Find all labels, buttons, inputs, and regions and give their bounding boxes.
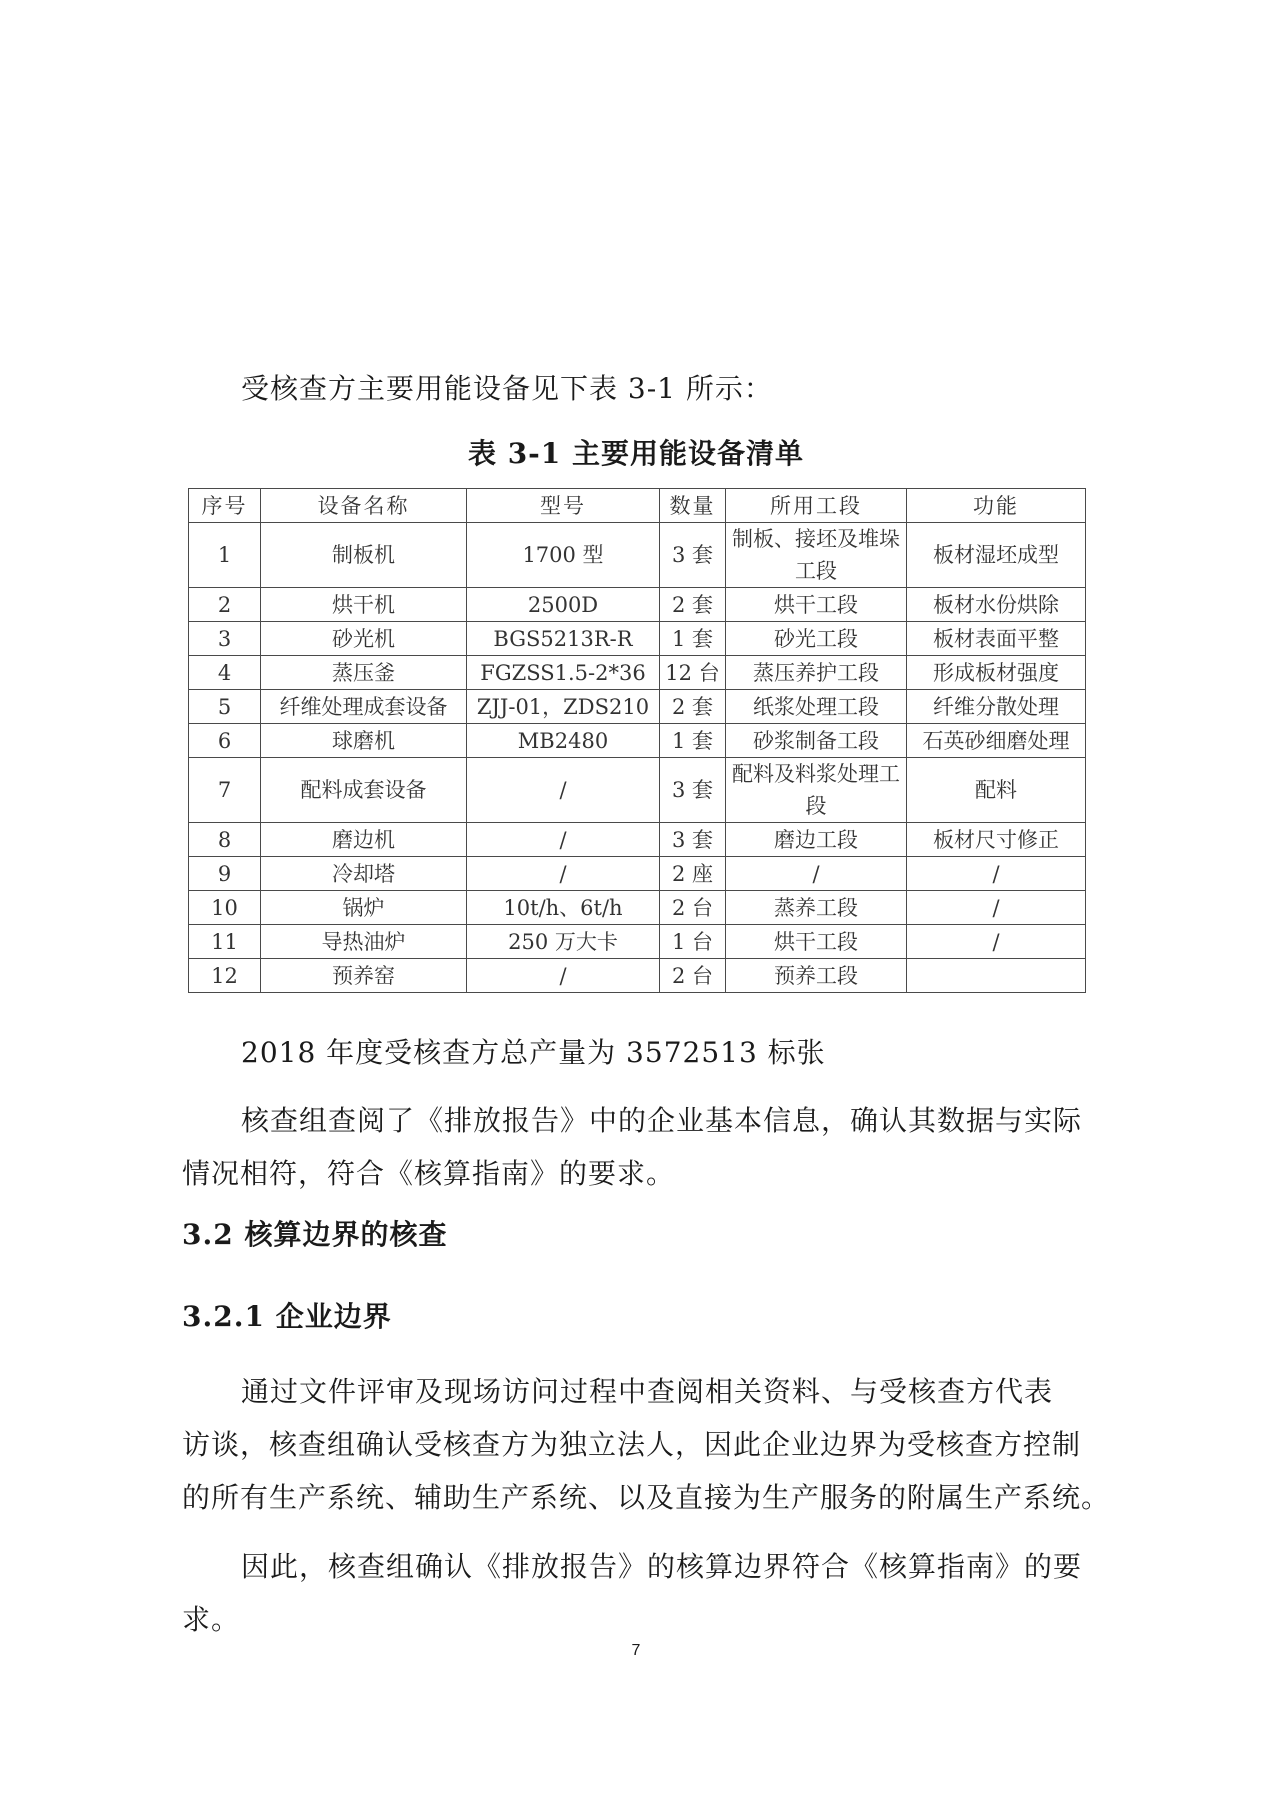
cell-index: 4: [189, 656, 261, 690]
table-row: [189, 622, 1086, 656]
cell-process-section: 砂光工段: [726, 622, 907, 656]
cell-model: MB2480: [467, 724, 660, 758]
cell-index: 9: [189, 857, 261, 891]
cell-process-section: 预养工段: [726, 959, 907, 993]
cell-index: 5: [189, 690, 261, 724]
table-row: [189, 523, 1086, 588]
equipment-table: [188, 488, 1086, 993]
cell-quantity: 3 套: [660, 823, 726, 857]
cell-index: 12: [189, 959, 261, 993]
cell-process-section: 烘干工段: [726, 588, 907, 622]
cell-quantity: 1 台: [660, 925, 726, 959]
boundary-line-2: 访谈，核查组确认受核查方为独立法人，因此企业边界为受核查方控制: [182, 1428, 1082, 1461]
cell-function: /: [907, 891, 1086, 925]
cell-index: 8: [189, 823, 261, 857]
cell-equipment-name: 蒸压釜: [261, 656, 467, 690]
cell-quantity: 3 套: [660, 758, 726, 823]
cell-process-section: 纸浆处理工段: [726, 690, 907, 724]
cell-process-section: 配料及料浆处理工段: [726, 758, 907, 823]
cell-model: ZJJ-01，ZDS210: [467, 690, 660, 724]
cell-equipment-name: 球磨机: [261, 724, 467, 758]
boundary-line-3: 的所有生产系统、辅助生产系统、以及直接为生产服务的附属生产系统。: [182, 1481, 1111, 1514]
cell-equipment-name: 磨边机: [261, 823, 467, 857]
cell-model: /: [467, 959, 660, 993]
cell-model: FGZSS1.5-2*36: [467, 656, 660, 690]
cell-model: 10t/h、6t/h: [467, 891, 660, 925]
cell-equipment-name: 制板机: [261, 523, 467, 588]
header-model: 型号: [467, 489, 660, 523]
cell-quantity: 2 台: [660, 891, 726, 925]
table-row: [189, 857, 1086, 891]
table-row: [189, 724, 1086, 758]
cell-model: /: [467, 823, 660, 857]
cell-function: 板材水份烘除: [907, 588, 1086, 622]
table-row: [189, 823, 1086, 857]
cell-index: 2: [189, 588, 261, 622]
cell-function: 配料: [907, 758, 1086, 823]
header-equipment-name: 设备名称: [261, 489, 467, 523]
cell-model: 1700 型: [467, 523, 660, 588]
cell-equipment-name: 烘干机: [261, 588, 467, 622]
review-line-2: 情况相符，符合《核算指南》的要求。: [182, 1157, 676, 1190]
cell-quantity: 3 套: [660, 523, 726, 588]
table-row: [189, 925, 1086, 959]
cell-quantity: 2 套: [660, 690, 726, 724]
table-row: [189, 690, 1086, 724]
review-line-1: 核查组查阅了《排放报告》中的企业基本信息，确认其数据与实际: [241, 1104, 1083, 1137]
subsection-heading: 3.2.1 企业边界: [182, 1300, 392, 1333]
table-header-row: [189, 489, 1086, 523]
cell-index: 11: [189, 925, 261, 959]
cell-quantity: 2 座: [660, 857, 726, 891]
cell-index: 1: [189, 523, 261, 588]
cell-process-section: /: [726, 857, 907, 891]
header-quantity: 数量: [660, 489, 726, 523]
cell-process-section: 蒸压养护工段: [726, 656, 907, 690]
cell-model: 2500D: [467, 588, 660, 622]
cell-quantity: 2 台: [660, 959, 726, 993]
cell-index: 7: [189, 758, 261, 823]
cell-function: /: [907, 925, 1086, 959]
page-number: 7: [631, 1642, 641, 1659]
cell-equipment-name: 砂光机: [261, 622, 467, 656]
cell-index: 6: [189, 724, 261, 758]
table-row: [189, 891, 1086, 925]
cell-function: 形成板材强度: [907, 656, 1086, 690]
cell-quantity: 2 套: [660, 588, 726, 622]
table-caption: 表 3-1 主要用能设备清单: [467, 437, 805, 470]
cell-index: 10: [189, 891, 261, 925]
cell-function: 纤维分散处理: [907, 690, 1086, 724]
cell-function: 板材尺寸修正: [907, 823, 1086, 857]
production-paragraph: 2018 年度受核查方总产量为 3572513 标张: [241, 1036, 826, 1069]
cell-equipment-name: 锅炉: [261, 891, 467, 925]
cell-quantity: 1 套: [660, 622, 726, 656]
cell-process-section: 制板、接坯及堆垛工段: [726, 523, 907, 588]
cell-process-section: 蒸养工段: [726, 891, 907, 925]
table-row: [189, 656, 1086, 690]
boundary-line-1: 通过文件评审及现场访问过程中查阅相关资料、与受核查方代表: [241, 1375, 1054, 1408]
cell-quantity: 12 台: [660, 656, 726, 690]
cell-function: /: [907, 857, 1086, 891]
header-process-section: 所用工段: [726, 489, 907, 523]
cell-equipment-name: 配料成套设备: [261, 758, 467, 823]
cell-model: /: [467, 758, 660, 823]
cell-function: 板材表面平整: [907, 622, 1086, 656]
cell-equipment-name: 冷却塔: [261, 857, 467, 891]
cell-function: [907, 959, 1086, 993]
header-index: 序号: [189, 489, 261, 523]
cell-process-section: 烘干工段: [726, 925, 907, 959]
cell-model: 250 万大卡: [467, 925, 660, 959]
conclusion-line-1: 因此，核查组确认《排放报告》的核算边界符合《核算指南》的要: [241, 1550, 1083, 1583]
cell-model: BGS5213R-R: [467, 622, 660, 656]
table-row: [189, 758, 1086, 823]
table-row: [189, 588, 1086, 622]
cell-function: 石英砂细磨处理: [907, 724, 1086, 758]
table-row: [189, 959, 1086, 993]
cell-equipment-name: 导热油炉: [261, 925, 467, 959]
cell-function: 板材湿坯成型: [907, 523, 1086, 588]
cell-equipment-name: 纤维处理成套设备: [261, 690, 467, 724]
cell-process-section: 磨边工段: [726, 823, 907, 857]
cell-process-section: 砂浆制备工段: [726, 724, 907, 758]
cell-equipment-name: 预养窑: [261, 959, 467, 993]
header-function: 功能: [907, 489, 1086, 523]
cell-quantity: 1 套: [660, 724, 726, 758]
conclusion-line-2: 求。: [182, 1603, 241, 1636]
cell-index: 3: [189, 622, 261, 656]
section-heading: 3.2 核算边界的核查: [182, 1218, 448, 1251]
cell-model: /: [467, 857, 660, 891]
intro-paragraph: 受核查方主要用能设备见下表 3-1 所示：: [241, 372, 773, 405]
